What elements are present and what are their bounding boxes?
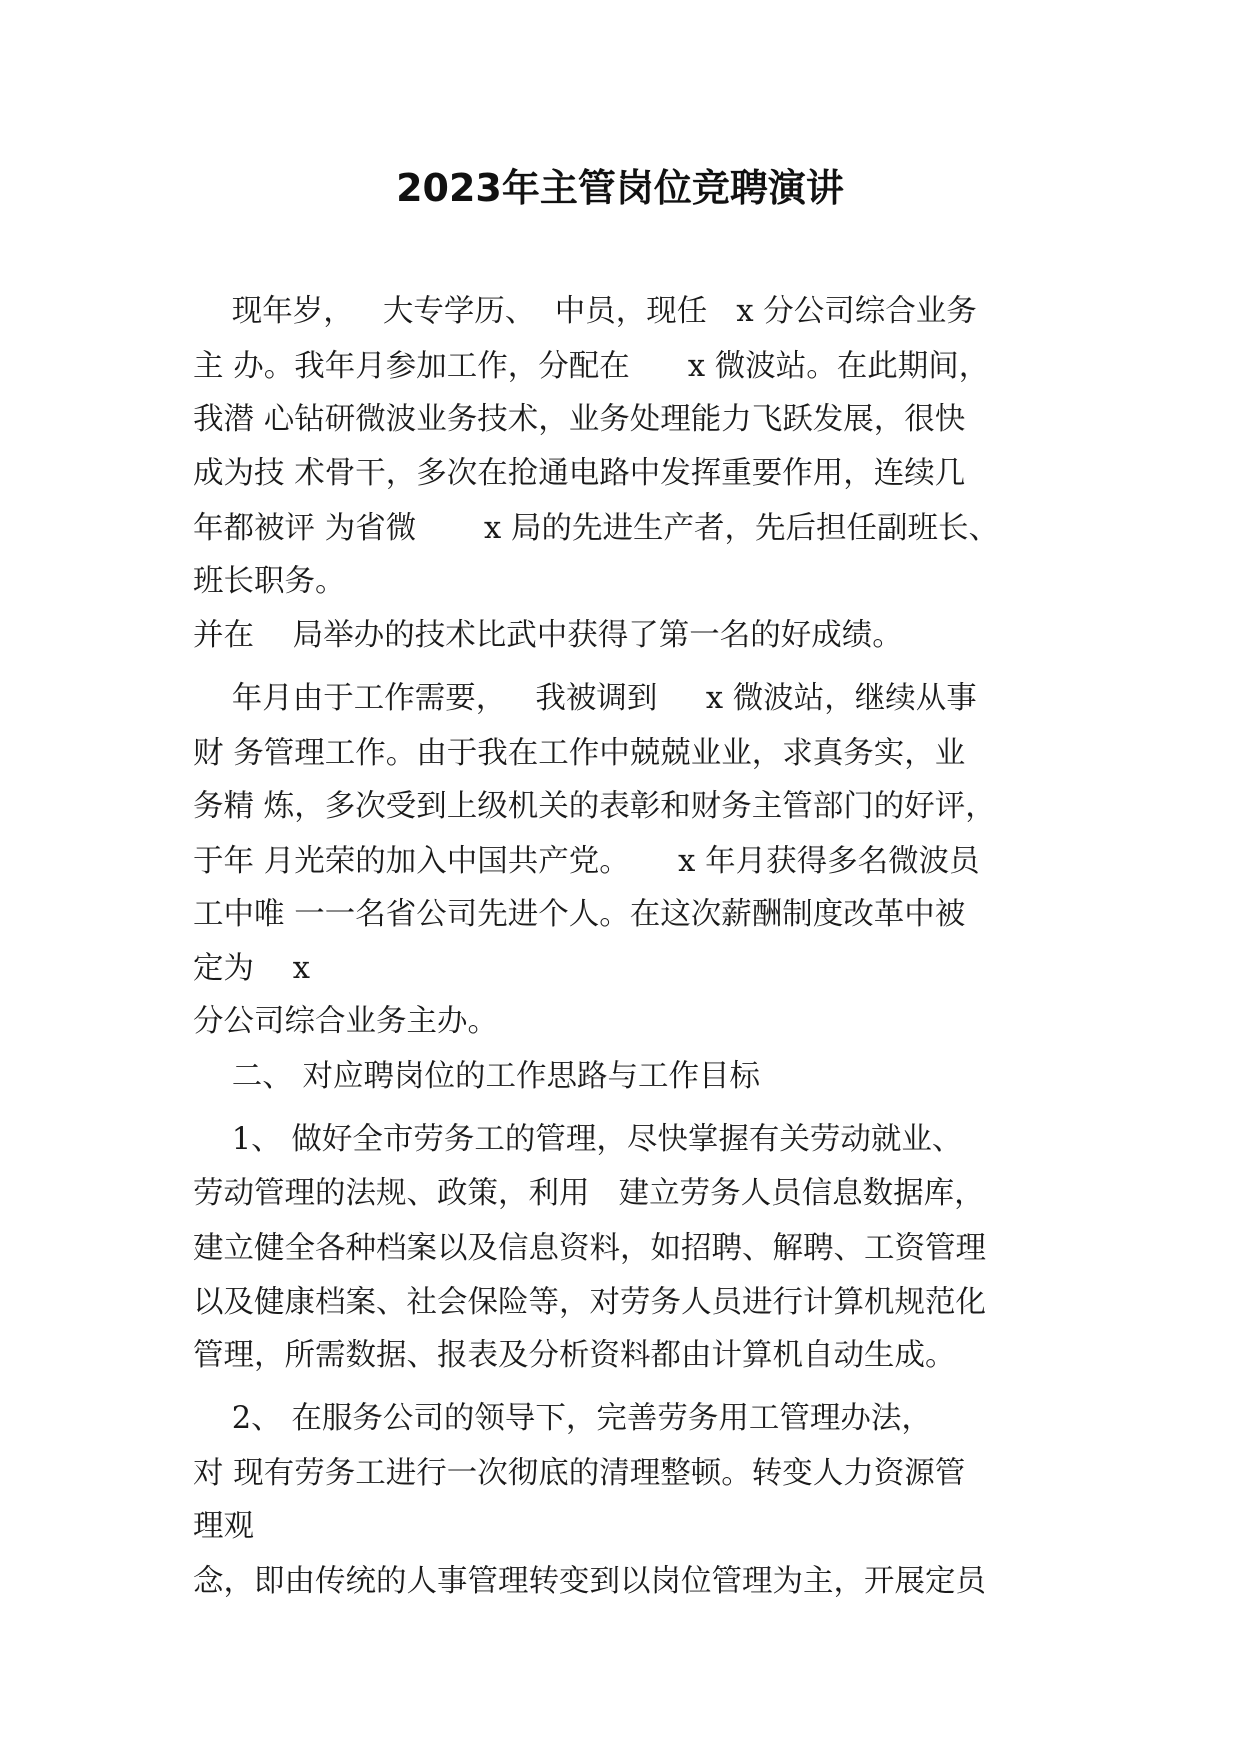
body-line: 1、 做好全市劳务工的管理，尽快掌握有关劳动就业、: [193, 1122, 963, 1157]
body-line: 劳动管理的法规、政策，利用 建立劳务人员信息数据库，: [193, 1176, 985, 1211]
body-line: 念，即由传统的人事管理转变到以岗位管理为主，开展定员: [193, 1564, 986, 1599]
section-heading: 二、 对应聘岗位的工作思路与工作目标: [193, 1059, 760, 1094]
body-line: 管理，所需数据、报表及分析资料都由计算机自动生成。: [193, 1338, 956, 1373]
body-line: 主 办。我年月参加工作，分配在 x 微波站。在此期间，: [193, 349, 990, 384]
body-line: 年月由于工作需要， 我被调到 x 微波站，继续从事: [193, 681, 977, 716]
body-line: 建立健全各种档案以及信息资料，如招聘、解聘、工资管理: [193, 1231, 986, 1266]
body-line: 对 现有劳务工进行一次彻底的清理整顿。转变人力资源管: [193, 1456, 966, 1491]
body-line: 以及健康档案、社会保险等，对劳务人员进行计算机规范化: [193, 1285, 986, 1320]
body-line: 年都被评 为省微 x 局的先进生产者，先后担任副班长、: [193, 511, 999, 546]
body-line: 班长职务。: [193, 564, 346, 599]
body-line: 理观: [193, 1509, 254, 1544]
body-line: 成为技 术骨干，多次在抢通电路中发挥重要作用，连续几: [193, 456, 966, 491]
body-line: 2、 在服务公司的领导下，完善劳务用工管理办法，: [193, 1401, 932, 1436]
body-line: 我潜 心钻研微波业务技术，业务处理能力飞跃发展，很快: [193, 402, 966, 437]
body-line: 并在 局举办的技术比武中获得了第一名的好成绩。: [193, 618, 903, 653]
body-line: 财 务管理工作。由于我在工作中兢兢业业，求真务实，业: [193, 736, 966, 771]
body-line: 工中唯 一一名省公司先进个人。在这次薪酬制度改革中被: [193, 897, 966, 932]
body-line: 定为 x: [193, 951, 310, 986]
body-line: 分公司综合业务主办。: [193, 1004, 498, 1039]
body-line: 现年岁， 大专学历、 中员，现任 x 分公司综合业务: [193, 294, 977, 329]
body-line: 务精 炼，多次受到上级机关的表彰和财务主管部门的好评，: [193, 789, 996, 824]
body-line: 于年 月光荣的加入中国共产党。 x 年月获得多名微波员: [193, 844, 980, 879]
document-title: 2023年主管岗位竞聘演讲: [396, 166, 844, 210]
